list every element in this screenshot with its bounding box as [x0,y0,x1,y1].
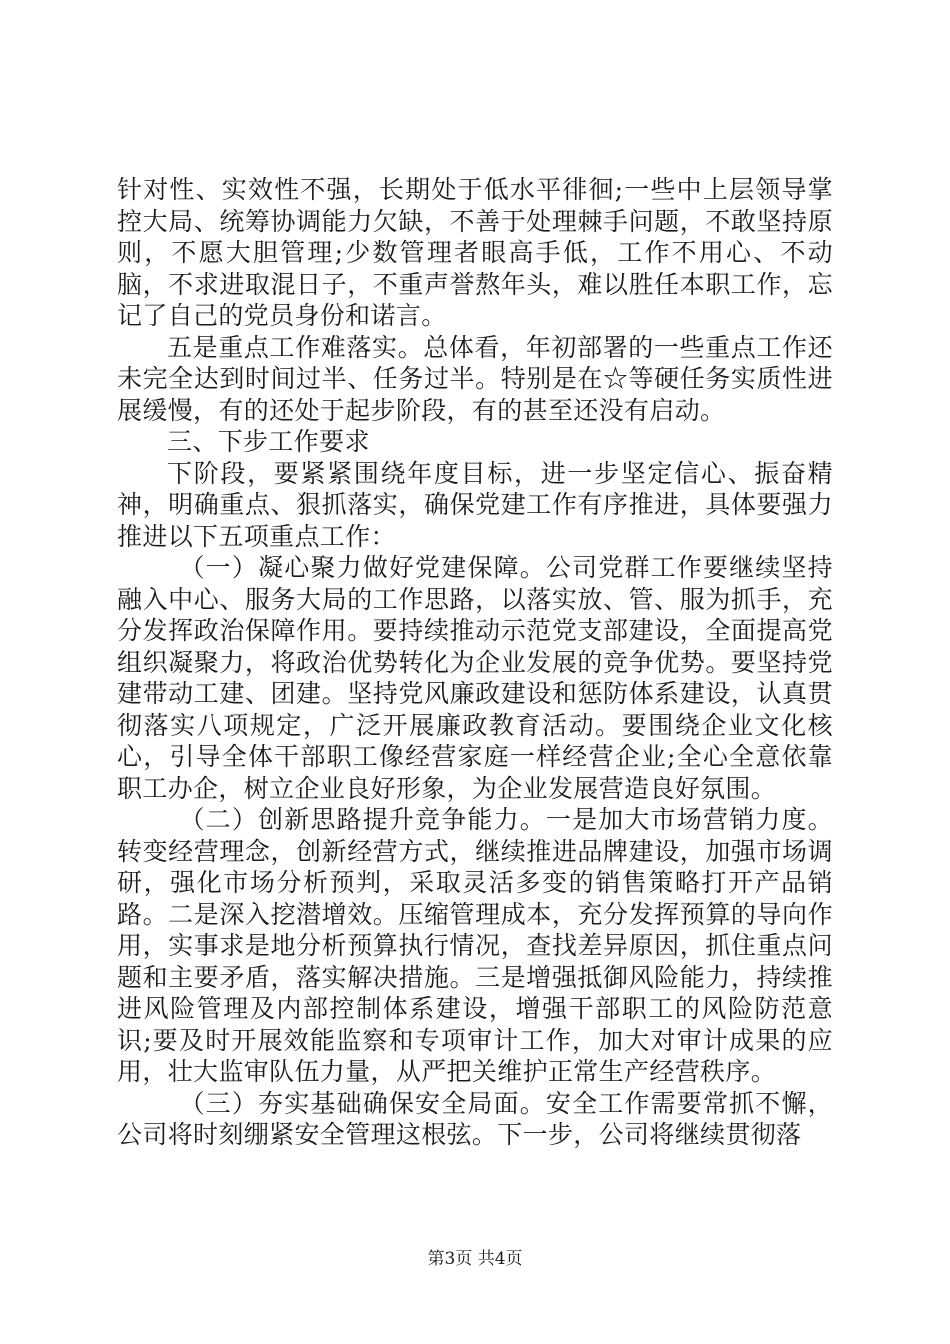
paragraph-task-two: （二）创新思路提升竞争能力。一是加大市场营销力度。转变经营理念，创新经营方式，继续推进品牌建设，加强市场调研，强化市场分析预判，采取灵活多变的销售策略打开产品销路。二是深入挖潜增效。压缩管理成本，充分发挥预算的导向作用，实事求是地分析预算执行情况，查找差异原因，抓住重点问题和主要矛盾，落实解决措施。三是增强抵御风险能力，持续推进风险管理及内部控制体系建设，增强干部职工的风险防范意识;要及时开展效能监察和专项审计工作，加大对审计成果的应用，壮大监审队伍力量，从严把关维护正常生产经营秩序。 [117,805,833,1086]
paragraph-intro-five-tasks: 下阶段，要紧紧围绕年度目标，进一步坚定信心、振奋精神，明确重点、狠抓落实，确保党建工作有序推进，具体要强力推进以下五项重点工作： [117,458,833,551]
paragraph-task-one: （一）凝心聚力做好党建保障。公司党群工作要继续坚持融入中心、服务大局的工作思路，以落实放、管、服为抓手，充分发挥政治保障作用。要持续推动示范党支部建设，全面提高党组织凝聚力，将政治优势转化为企业发展的竞争优势。要坚持党建带动工建、团建。坚持党风廉政建设和惩防体系建设，认真贯彻落实八项规定，广泛开展廉政教育活动。要围绕企业文化核心，引导全体干部职工像经营家庭一样经营企业;全心全意依靠职工办企，树立企业良好形象，为企业发展营造良好氛围。 [117,553,833,803]
page-number-footer: 第3页 共4页 [427,1249,523,1269]
document-body [117,174,833,1151]
paragraph-task-three: （三）夯实基础确保安全局面。安全工作需要常抓不懈，公司将时刻绷紧安全管理这根弦。下一步，公司将继续贯彻落 [117,1088,833,1149]
paragraph-point-five: 五是重点工作难落实。总体看，年初部署的一些重点工作还未完全达到时间过半、任务过半。特别是在☆等硬任务实质性进展缓慢，有的还处于起步阶段，有的甚至还没有启动。 [117,332,833,425]
paragraph-continuation: 针对性、实效性不强，长期处于低水平徘徊;一些中上层领导掌控大局、统筹协调能力欠缺，不善于处理棘手问题，不敢坚持原则，不愿大胆管理;少数管理者眼高手低，工作不用心、不动脑，不求进取混日子，不重声誉熬年头，难以胜任本职工作，忘记了自己的党员身份和诺言。 [117,175,833,330]
section-heading-next-steps: 三、下步工作要求 [167,427,370,456]
